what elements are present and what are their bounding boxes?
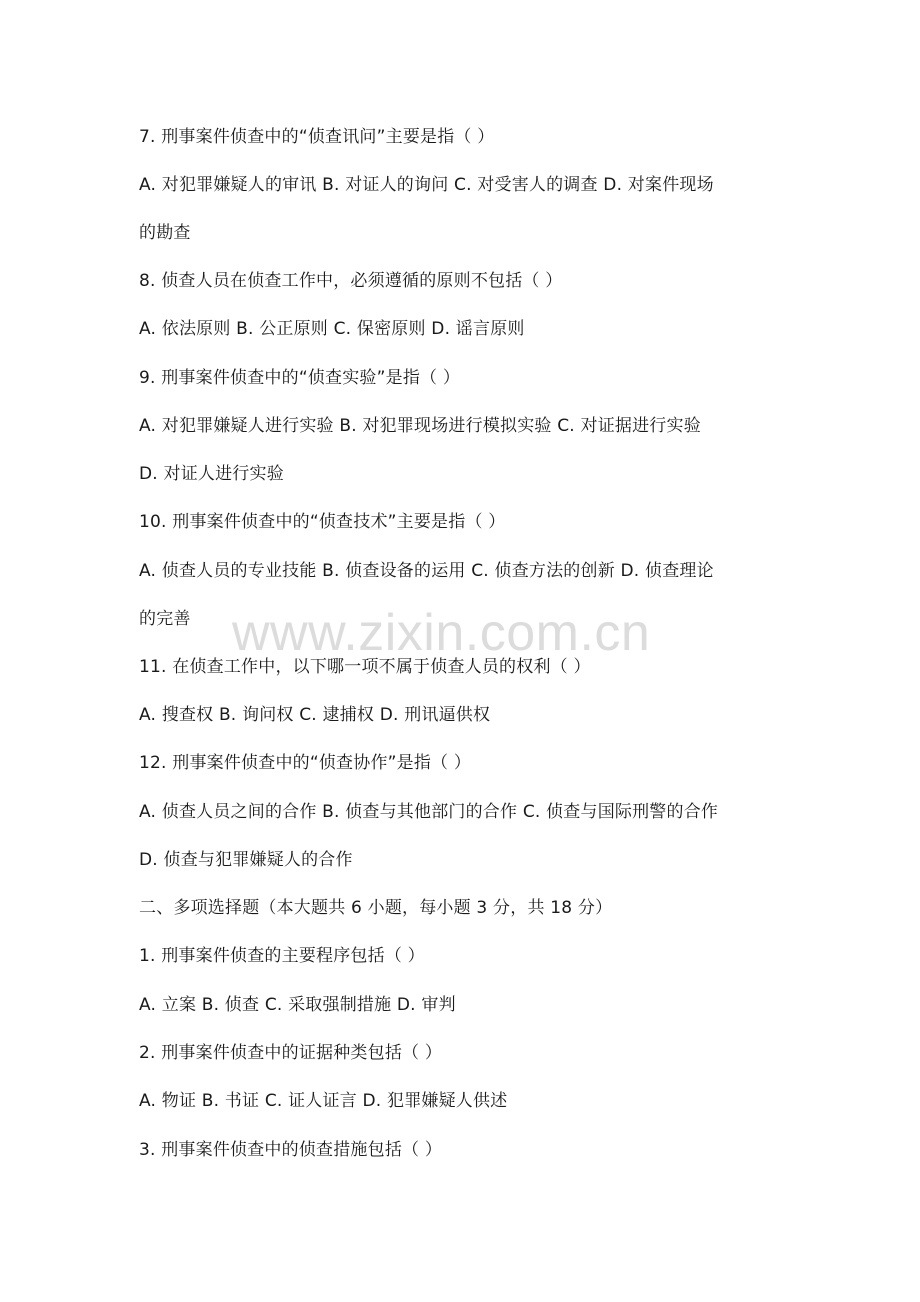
mc-question-1-options: A. 立案 B. 侦查 C. 采取强制措施 D. 审判: [139, 995, 456, 1015]
question-11-options: A. 搜查权 B. 询问权 C. 逮捕权 D. 刑讯逼供权: [139, 705, 491, 725]
mc-question-1: 1. 刑事案件侦查的主要程序包括（ ）: [139, 946, 425, 966]
question-10-options-cont: 的完善: [139, 609, 191, 629]
question-9: 9. 刑事案件侦查中的“侦查实验”是指（ ）: [139, 368, 461, 388]
mc-question-2-options: A. 物证 B. 书证 C. 证人证言 D. 犯罪嫌疑人供述: [139, 1091, 508, 1111]
section-heading-multiple-choice: 二、多项选择题（本大题共 6 小题，每小题 3 分，共 18 分）: [139, 898, 613, 918]
question-7-options: A. 对犯罪嫌疑人的审讯 B. 对证人的询问 C. 对受害人的调查 D. 对案件现场: [139, 175, 714, 195]
question-9-options-cont: D. 对证人进行实验: [139, 464, 284, 484]
question-8-options: A. 依法原则 B. 公正原则 C. 保密原则 D. 谣言原则: [139, 319, 525, 339]
question-12: 12. 刑事案件侦查中的“侦查协作”是指（ ）: [139, 753, 472, 773]
question-7-options-cont: 的勘查: [139, 223, 191, 243]
question-9-options: A. 对犯罪嫌疑人进行实验 B. 对犯罪现场进行模拟实验 C. 对证据进行实验: [139, 416, 701, 436]
question-10: 10. 刑事案件侦查中的“侦查技术”主要是指（ ）: [139, 512, 506, 532]
question-10-options: A. 侦查人员的专业技能 B. 侦查设备的运用 C. 侦查方法的创新 D. 侦查理论: [139, 561, 714, 581]
question-7: 7. 刑事案件侦查中的“侦查讯问”主要是指（ ）: [139, 127, 495, 147]
question-8: 8. 侦查人员在侦查工作中，必须遵循的原则不包括（ ）: [139, 271, 563, 291]
mc-question-3: 3. 刑事案件侦查中的侦查措施包括（ ）: [139, 1140, 443, 1160]
watermark: www.zixin.com.cn: [232, 604, 651, 662]
question-12-options-cont: D. 侦查与犯罪嫌疑人的合作: [139, 850, 353, 870]
question-11: 11. 在侦查工作中，以下哪一项不属于侦查人员的权利（ ）: [139, 657, 591, 677]
mc-question-2: 2. 刑事案件侦查中的证据种类包括（ ）: [139, 1043, 443, 1063]
question-12-options: A. 侦查人员之间的合作 B. 侦查与其他部门的合作 C. 侦查与国际刑警的合作: [139, 802, 719, 822]
